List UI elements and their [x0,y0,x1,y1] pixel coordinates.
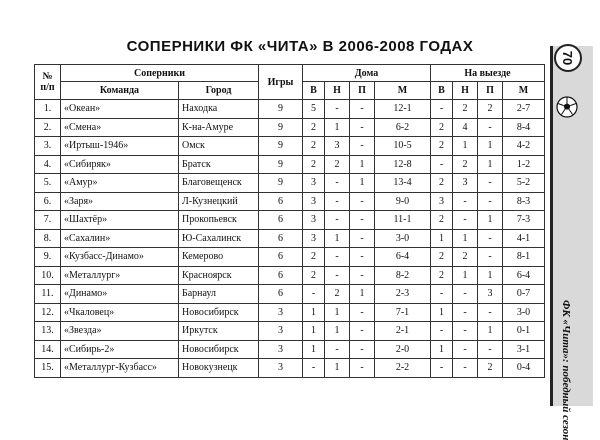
away-losses-cell: - [478,229,503,248]
table-row [35,155,545,174]
soccer-ball-icon [556,96,578,118]
games-cell: 3 [259,322,303,341]
away-draws-cell: - [453,359,478,378]
table-row [35,192,545,211]
home-wins-cell: - [303,359,325,378]
away-draws-cell: 2 [453,155,478,174]
table-row [35,137,545,156]
row-number-cell: 4. [35,155,61,174]
header-team: Команда [61,82,179,100]
away-wins-cell: 1 [431,303,453,322]
home-losses-cell: - [350,211,375,230]
home-losses-cell: - [350,118,375,137]
header-away-losses: П [478,82,503,100]
away-losses-cell: 2 [478,359,503,378]
home-goals-cell: 2-1 [375,322,431,341]
city-name-cell: Омск [179,137,259,156]
home-losses-cell: - [350,303,375,322]
team-name-cell: «Металлург» [61,266,179,285]
away-losses-cell: - [478,248,503,267]
games-cell: 6 [259,211,303,230]
away-goals-cell: 3-1 [503,340,545,359]
away-goals-cell: 4-1 [503,229,545,248]
table-row [35,303,545,322]
away-losses-cell: 1 [478,322,503,341]
city-name-cell: Ю-Сахалинск [179,229,259,248]
table-row [35,359,545,378]
away-wins-cell: - [431,155,453,174]
header-city: Город [179,82,259,100]
away-goals-cell: 2-7 [503,100,545,119]
row-number-cell: 15. [35,359,61,378]
row-number-cell: 14. [35,340,61,359]
header-games: Игры [259,65,303,100]
home-goals-cell: 10-5 [375,137,431,156]
header-home-wins: В [303,82,325,100]
row-number-cell: 12. [35,303,61,322]
home-draws-cell: - [325,192,350,211]
away-losses-cell: 1 [478,137,503,156]
city-name-cell: Находка [179,100,259,119]
home-losses-cell: - [350,359,375,378]
home-wins-cell: 1 [303,340,325,359]
header-away-wins: В [431,82,453,100]
home-goals-cell: 9-0 [375,192,431,211]
home-draws-cell: 1 [325,303,350,322]
away-losses-cell: - [478,192,503,211]
home-wins-cell: 5 [303,100,325,119]
row-number-cell: 5. [35,174,61,193]
header-num: № п/п [35,65,61,100]
page-title: СОПЕРНИКИ ФК «ЧИТА» В 2006-2008 ГОДАХ [126,38,474,55]
table-row [35,266,545,285]
row-number-cell: 11. [35,285,61,304]
home-goals-cell: 11-1 [375,211,431,230]
away-wins-cell: 2 [431,118,453,137]
home-goals-cell: 2-3 [375,285,431,304]
away-wins-cell: - [431,359,453,378]
team-name-cell: «Сахалин» [61,229,179,248]
city-name-cell: Прокопьевск [179,211,259,230]
home-draws-cell: - [325,100,350,119]
team-name-cell: «Чкаловец» [61,303,179,322]
side-caption: ФК «Чита»: победный сезон [560,300,572,440]
table-row [35,285,545,304]
away-wins-cell: 1 [431,340,453,359]
team-name-cell: «Звезда» [61,322,179,341]
header-away-draws: Н [453,82,478,100]
away-draws-cell: 2 [453,100,478,119]
away-wins-cell: - [431,285,453,304]
games-cell: 3 [259,340,303,359]
home-goals-cell: 7-1 [375,303,431,322]
away-losses-cell: 1 [478,266,503,285]
away-wins-cell: 2 [431,174,453,193]
city-name-cell: Благовещенск [179,174,259,193]
team-name-cell: «Сибиряк» [61,155,179,174]
games-cell: 6 [259,192,303,211]
table-row [35,322,545,341]
table-row [35,248,545,267]
home-wins-cell: 2 [303,266,325,285]
games-cell: 6 [259,229,303,248]
away-goals-cell: 0-4 [503,359,545,378]
away-losses-cell: - [478,303,503,322]
home-wins-cell: 2 [303,118,325,137]
away-goals-cell: 4-2 [503,137,545,156]
home-wins-cell: 2 [303,248,325,267]
table-row [35,340,545,359]
home-wins-cell: 2 [303,137,325,156]
home-wins-cell: 1 [303,322,325,341]
away-losses-cell: - [478,340,503,359]
home-losses-cell: - [350,322,375,341]
away-wins-cell: 2 [431,248,453,267]
table-body [35,100,545,378]
away-goals-cell: 1-2 [503,155,545,174]
row-number-cell: 7. [35,211,61,230]
away-losses-cell: 3 [478,285,503,304]
city-name-cell: Новосибирск [179,340,259,359]
away-draws-cell: 4 [453,118,478,137]
away-draws-cell: - [453,340,478,359]
home-draws-cell: - [325,174,350,193]
row-number-cell: 9. [35,248,61,267]
games-cell: 6 [259,266,303,285]
row-number-cell: 10. [35,266,61,285]
away-goals-cell: 5-2 [503,174,545,193]
home-losses-cell: - [350,137,375,156]
city-name-cell: Красноярск [179,266,259,285]
row-number-cell: 2. [35,118,61,137]
away-wins-cell: 2 [431,266,453,285]
home-draws-cell: 1 [325,322,350,341]
city-name-cell: К-на-Амуре [179,118,259,137]
games-cell: 3 [259,303,303,322]
header-home-goals: М [375,82,431,100]
games-cell: 9 [259,174,303,193]
city-name-cell: Новосибирск [179,303,259,322]
away-wins-cell: 2 [431,211,453,230]
opponents-table [34,64,545,378]
away-wins-cell: - [431,322,453,341]
home-goals-cell: 3-0 [375,229,431,248]
home-wins-cell: 3 [303,174,325,193]
page-number: 70 [554,44,582,72]
home-wins-cell: 2 [303,155,325,174]
city-name-cell: Иркутск [179,322,259,341]
header-home-draws: Н [325,82,350,100]
team-name-cell: «Кузбасс-Динамо» [61,248,179,267]
away-goals-cell: 8-1 [503,248,545,267]
away-draws-cell: - [453,322,478,341]
away-wins-cell: - [431,100,453,119]
home-losses-cell: - [350,192,375,211]
home-wins-cell: 1 [303,303,325,322]
games-cell: 9 [259,118,303,137]
header-opponents: Соперники [61,65,259,82]
games-cell: 9 [259,100,303,119]
away-draws-cell: - [453,285,478,304]
table-row [35,118,545,137]
team-name-cell: «Шахтёр» [61,211,179,230]
home-wins-cell: - [303,285,325,304]
home-draws-cell: - [325,248,350,267]
city-name-cell: Барнаул [179,285,259,304]
team-name-cell: «Иртыш-1946» [61,137,179,156]
home-losses-cell: - [350,248,375,267]
games-cell: 9 [259,155,303,174]
home-draws-cell: - [325,340,350,359]
home-goals-cell: 13-4 [375,174,431,193]
home-draws-cell: 2 [325,155,350,174]
home-draws-cell: 3 [325,137,350,156]
away-goals-cell: 0-1 [503,322,545,341]
away-draws-cell: 1 [453,137,478,156]
table-row [35,174,545,193]
away-draws-cell: - [453,211,478,230]
away-draws-cell: 3 [453,174,478,193]
row-number-cell: 13. [35,322,61,341]
home-goals-cell: 12-8 [375,155,431,174]
games-cell: 3 [259,359,303,378]
team-name-cell: «Металлург-Кузбасс» [61,359,179,378]
city-name-cell: Кемерово [179,248,259,267]
team-name-cell: «Океан» [61,100,179,119]
away-goals-cell: 8-3 [503,192,545,211]
row-number-cell: 1. [35,100,61,119]
away-goals-cell: 0-7 [503,285,545,304]
city-name-cell: Братск [179,155,259,174]
home-wins-cell: 3 [303,192,325,211]
table-row [35,229,545,248]
away-goals-cell: 3-0 [503,303,545,322]
home-losses-cell: - [350,340,375,359]
table-row [35,211,545,230]
home-goals-cell: 2-0 [375,340,431,359]
home-goals-cell: 2-2 [375,359,431,378]
home-losses-cell: - [350,229,375,248]
away-goals-cell: 7-3 [503,211,545,230]
home-goals-cell: 12-1 [375,100,431,119]
away-losses-cell: - [478,118,503,137]
away-losses-cell: 1 [478,211,503,230]
header-away: На выезде [431,65,545,82]
games-cell: 9 [259,137,303,156]
away-draws-cell: 1 [453,229,478,248]
home-goals-cell: 6-2 [375,118,431,137]
home-losses-cell: - [350,100,375,119]
team-name-cell: «Амур» [61,174,179,193]
row-number-cell: 8. [35,229,61,248]
home-draws-cell: 1 [325,118,350,137]
header-away-goals: М [503,82,545,100]
home-losses-cell: - [350,266,375,285]
away-draws-cell: - [453,192,478,211]
away-wins-cell: 1 [431,229,453,248]
city-name-cell: Л-Кузнецкий [179,192,259,211]
away-draws-cell: 1 [453,266,478,285]
home-draws-cell: - [325,266,350,285]
away-losses-cell: 1 [478,155,503,174]
home-draws-cell: 1 [325,229,350,248]
table-row [35,100,545,119]
row-number-cell: 3. [35,137,61,156]
header-home: Дома [303,65,431,82]
away-losses-cell: - [478,174,503,193]
team-name-cell: «Сибирь-2» [61,340,179,359]
away-wins-cell: 3 [431,192,453,211]
home-losses-cell: 1 [350,155,375,174]
row-number-cell: 6. [35,192,61,211]
team-name-cell: «Динамо» [61,285,179,304]
away-goals-cell: 6-4 [503,266,545,285]
away-draws-cell: - [453,303,478,322]
home-draws-cell: - [325,211,350,230]
home-wins-cell: 3 [303,211,325,230]
home-draws-cell: 2 [325,285,350,304]
games-cell: 6 [259,248,303,267]
header-home-losses: П [350,82,375,100]
home-draws-cell: 1 [325,359,350,378]
away-losses-cell: 2 [478,100,503,119]
home-goals-cell: 6-4 [375,248,431,267]
away-goals-cell: 8-4 [503,118,545,137]
team-name-cell: «Смена» [61,118,179,137]
home-losses-cell: 1 [350,174,375,193]
games-cell: 6 [259,285,303,304]
city-name-cell: Новокузнецк [179,359,259,378]
home-goals-cell: 8-2 [375,266,431,285]
away-draws-cell: 2 [453,248,478,267]
team-name-cell: «Заря» [61,192,179,211]
away-wins-cell: 2 [431,137,453,156]
home-wins-cell: 3 [303,229,325,248]
home-losses-cell: 1 [350,285,375,304]
